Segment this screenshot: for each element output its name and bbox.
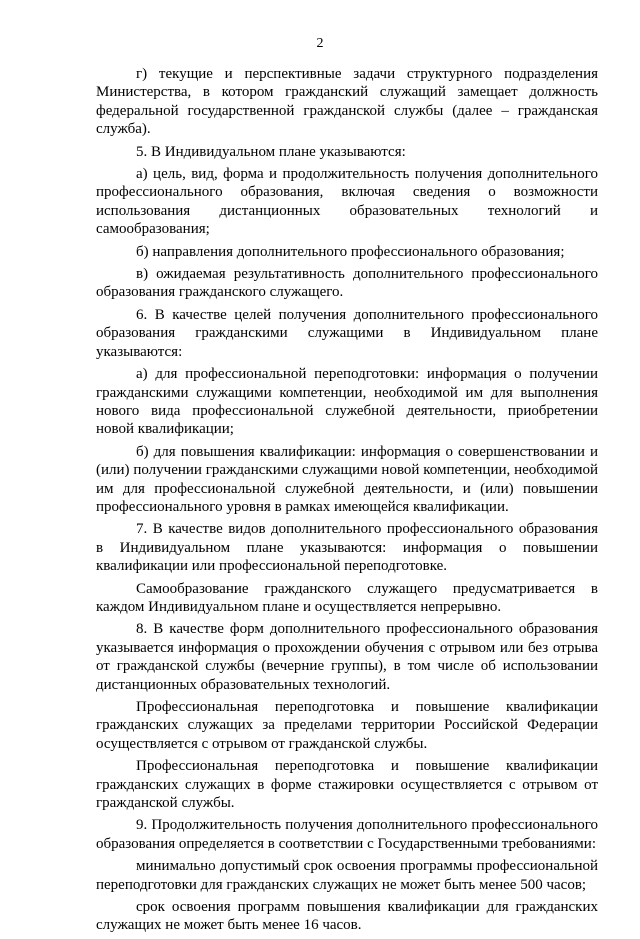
paragraph-g-tasks: г) текущие и перспективные задачи структурного подразделения Министерства, в котором гражданский служащий замещает должность федеральной государственной гражданской службы (далее – гражданская служба). [96, 66, 598, 138]
paragraph-8: 8. В качестве форм дополнительного профессионального образования указывается информация о прохождении обучения с отрывом или без отрыва от гражданской службы (вечерние группы), в том числе об использовании дистанционных образовательных технологий. [96, 621, 598, 693]
paragraph-9-retraining-term: минимально допустимый срок освоения программы профессиональной переподготовки для гражданских служащих не может быть менее 500 часов; [96, 858, 598, 893]
paragraph-5b: б) направления дополнительного профессионального образования; [136, 243, 565, 260]
paragraph-9: 9. Продолжительность получения дополнительного профессионального образования определяется в соответствии с Государственными требованиями: [96, 817, 598, 852]
paragraph-6b: б) для повышения квалификации: информация о совершенствовании и (или) получении гражданскими служащими новой компетенции, необходимой им для профессиональной служебной деятельности, и (или) повышении профессионального уровня в рамках имеющейся квалификации. [96, 443, 598, 515]
paragraph-6-heading: 6. В качестве целей получения дополнительного профессионального образования гражданскими служащими в Индивидуальном плане указываются: [96, 306, 598, 360]
paragraph-7-self-education: Самообразование гражданского служащего предусматривается в каждом Индивидуальном плане и осуществляется непрерывно. [96, 580, 598, 615]
document-body [96, 65, 598, 939]
paragraph-5a: а) цель, вид, форма и продолжительность получения дополнительного профессионального образования, включая сведения о возможности использования дистанционных образовательных технологий и самообразования; [96, 166, 598, 238]
page-number: 2 [316, 36, 324, 51]
paragraph-7: 7. В качестве видов дополнительного профессионального образования в Индивидуальном плане указываются: информация о повышении квалификации или профессиональной переподготовке. [96, 521, 598, 575]
paragraph-9-qualification-term: срок освоения программ повышения квалификации для гражданских служащих не может быть менее 16 часов. [96, 899, 598, 934]
paragraph-8-abroad: Профессиональная переподготовка и повышение квалификации гражданских служащих за пределами территории Российской Федерации осуществляется с отрывом от гражданской службы. [96, 699, 598, 752]
paragraph-5-heading: 5. В Индивидуальном плане указываются: [136, 143, 406, 160]
paragraph-8-internship: Профессиональная переподготовка и повышение квалификации гражданских служащих в форме стажировки осуществляется с отрывом от гражданской службы. [96, 758, 598, 812]
paragraph-6a: а) для профессиональной переподготовки: информация о получении гражданскими служащими компетенции, необходимой им для выполнения нового вида профессиональной служебной деятельности, приобретении новой квалификации; [96, 366, 598, 438]
paragraph-5v: в) ожидаемая результативность дополнительного профессионального образования гражданского служащего. [96, 266, 598, 301]
